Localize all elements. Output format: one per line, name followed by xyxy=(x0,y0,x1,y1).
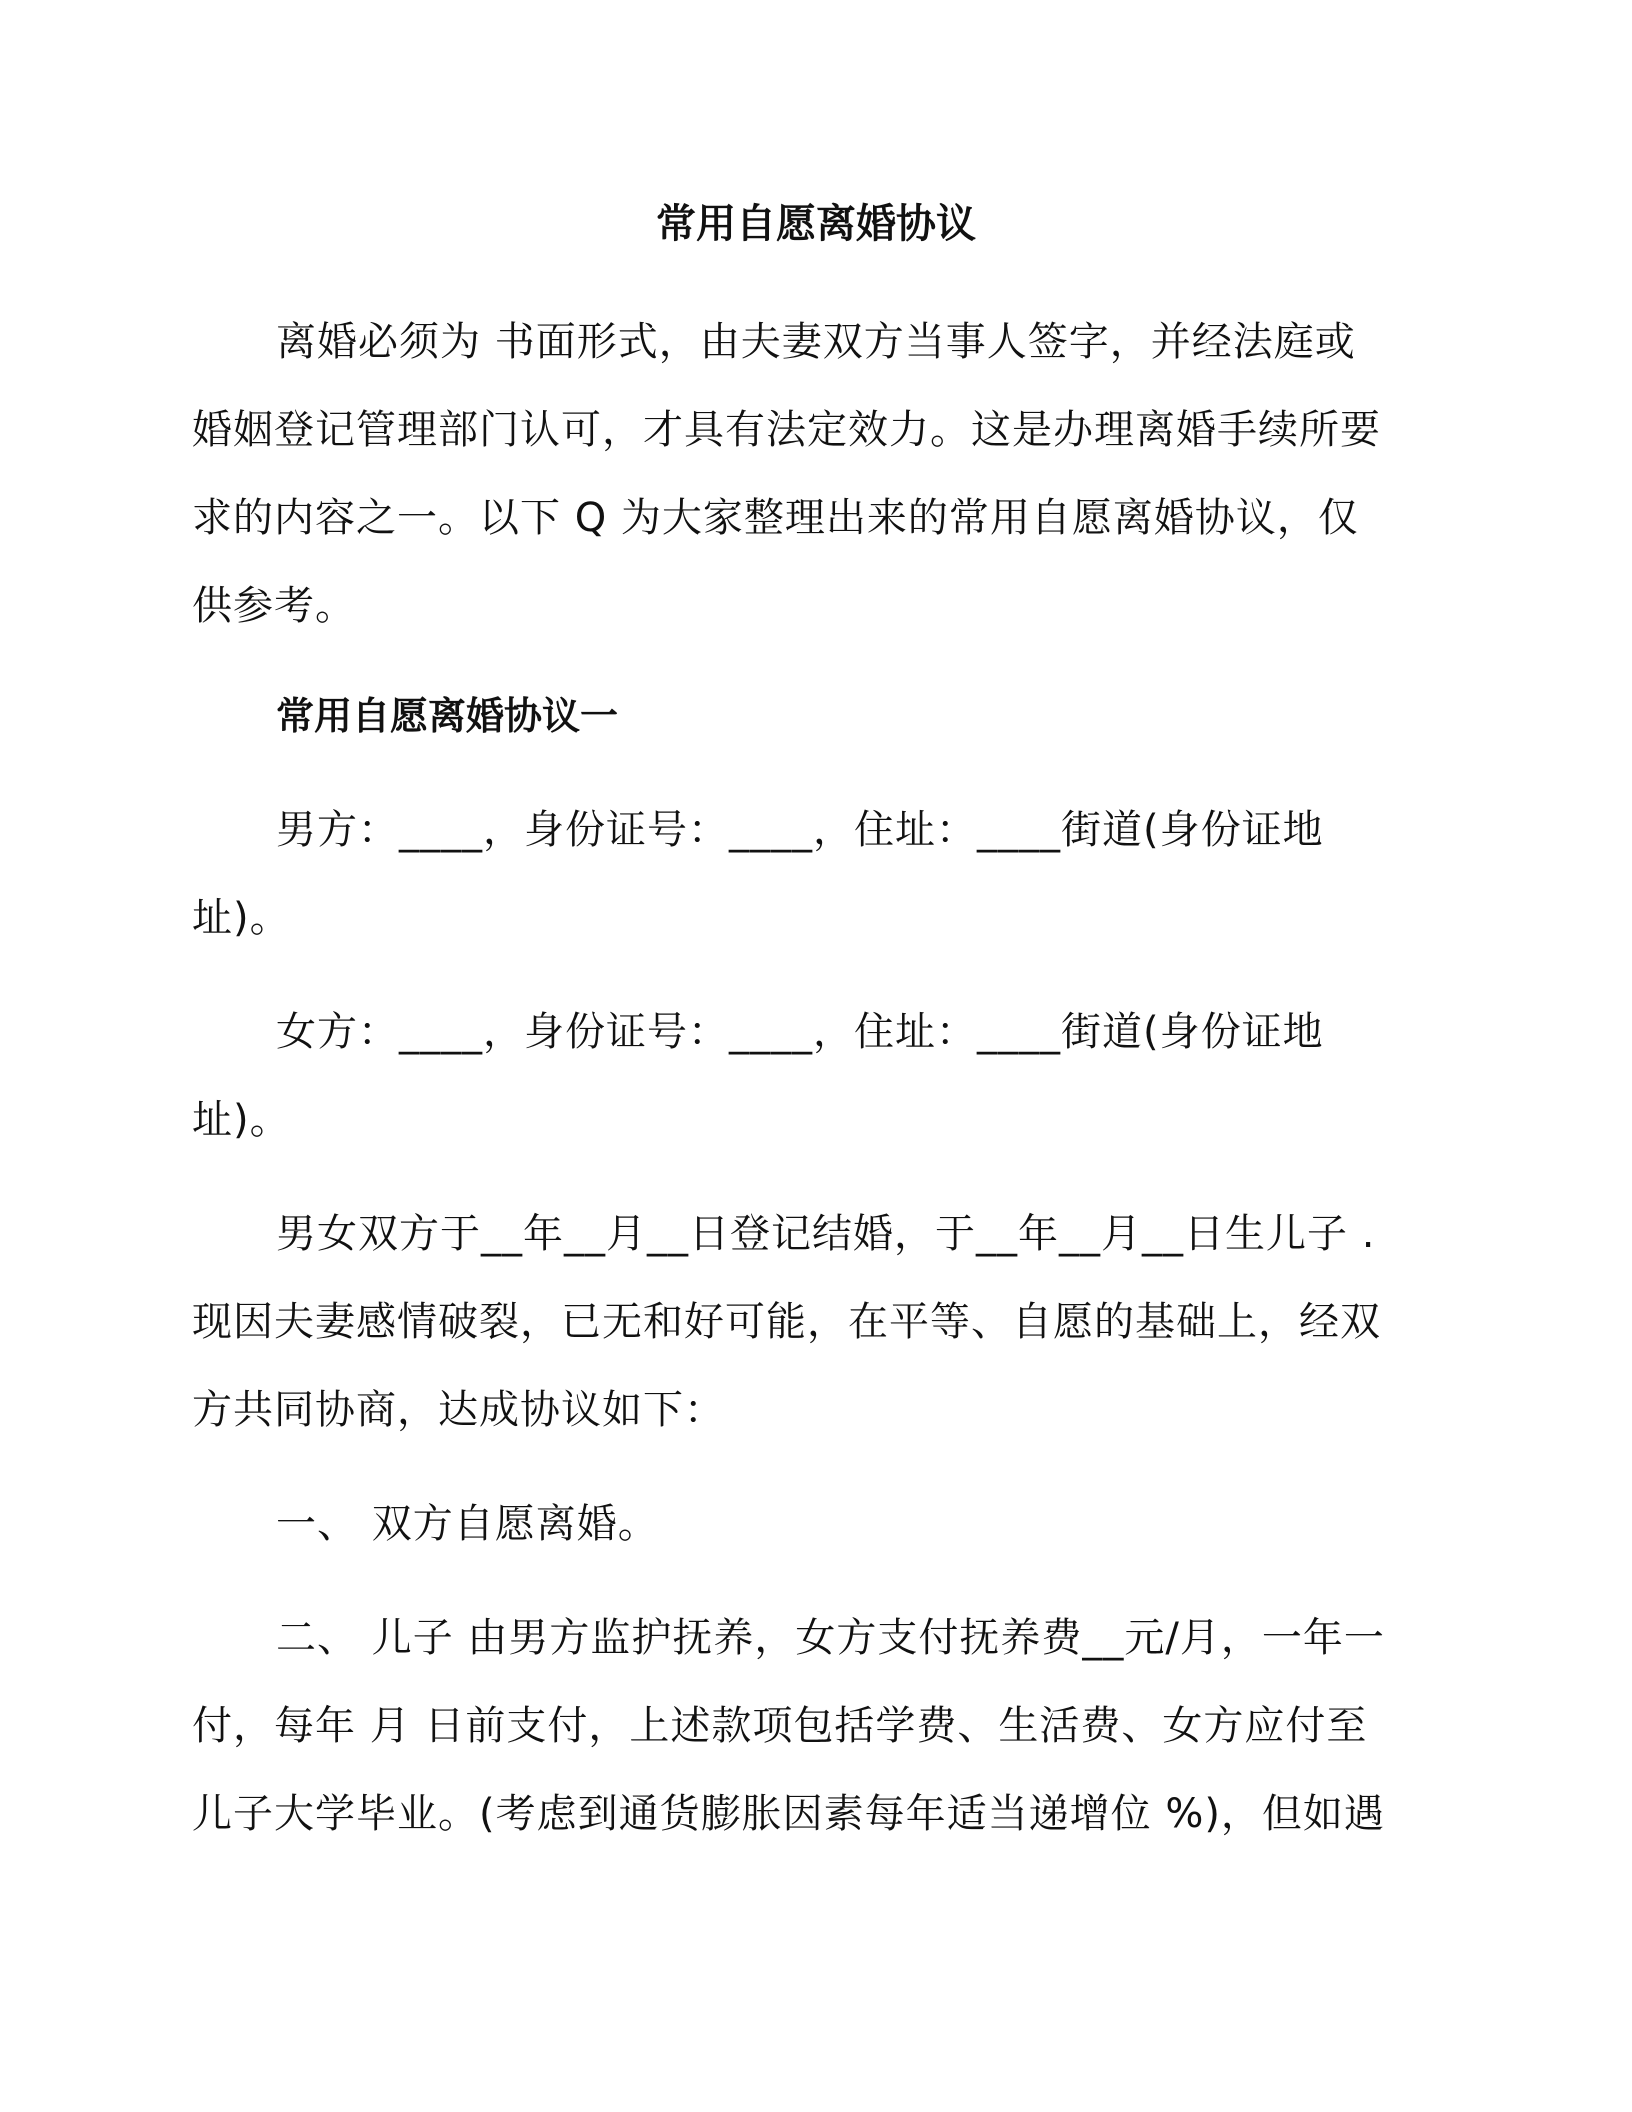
clause-1-paragraph xyxy=(192,1480,1452,1568)
male-line-1: 男方：____，身份证号：____，住址：____街道(身份证地 xyxy=(276,807,1324,853)
section-heading: 常用自愿离婚协议一 xyxy=(276,694,619,738)
document-title: 常用自愿离婚协议 xyxy=(656,201,976,247)
intro-line-2: 婚姻登记管理部门认可，才具有法定效力。这是办理离婚手续所要 xyxy=(192,407,1381,453)
female-line-2: 址)。 xyxy=(192,1097,291,1143)
marriage-line-1: 男女双方于__年__月__日登记结婚，于__年__月__日生儿子 . xyxy=(276,1211,1376,1257)
clause-1-line: 一、 双方自愿离婚。 xyxy=(276,1501,659,1547)
intro-line-1: 离婚必须为 书面形式，由夫妻双方当事人签字，并经法庭或 xyxy=(276,319,1356,365)
intro-line-4: 供参考。 xyxy=(192,583,356,629)
female-line-1: 女方：____，身份证号：____，住址：____街道(身份证地 xyxy=(276,1009,1324,1055)
marriage-line-2: 现因夫妻感情破裂，已无和好可能，在平等、自愿的基础上，经双 xyxy=(192,1299,1381,1345)
marriage-paragraph xyxy=(192,1190,1452,1454)
intro-paragraph xyxy=(192,298,1452,650)
clause-2-line-1: 二、 儿子 由男方监护抚养，女方支付抚养费__元/月，一年一 xyxy=(276,1615,1385,1661)
female-party-paragraph xyxy=(192,988,1452,1164)
clause-2-line-3: 儿子大学毕业。(考虑到通货膨胀因素每年适当递增位 %)，但如遇 xyxy=(192,1791,1385,1837)
intro-line-3: 求的内容之一。以下 Q 为大家整理出来的常用自愿离婚协议，仅 xyxy=(192,495,1359,541)
clause-2-line-2: 付，每年 月 日前支付，上述款项包括学费、生活费、女方应付至 xyxy=(192,1703,1368,1749)
marriage-line-3: 方共同协商，达成协议如下： xyxy=(192,1387,725,1433)
male-party-paragraph xyxy=(192,786,1452,962)
male-line-2: 址)。 xyxy=(192,895,291,941)
clause-2-paragraph xyxy=(192,1594,1452,1858)
